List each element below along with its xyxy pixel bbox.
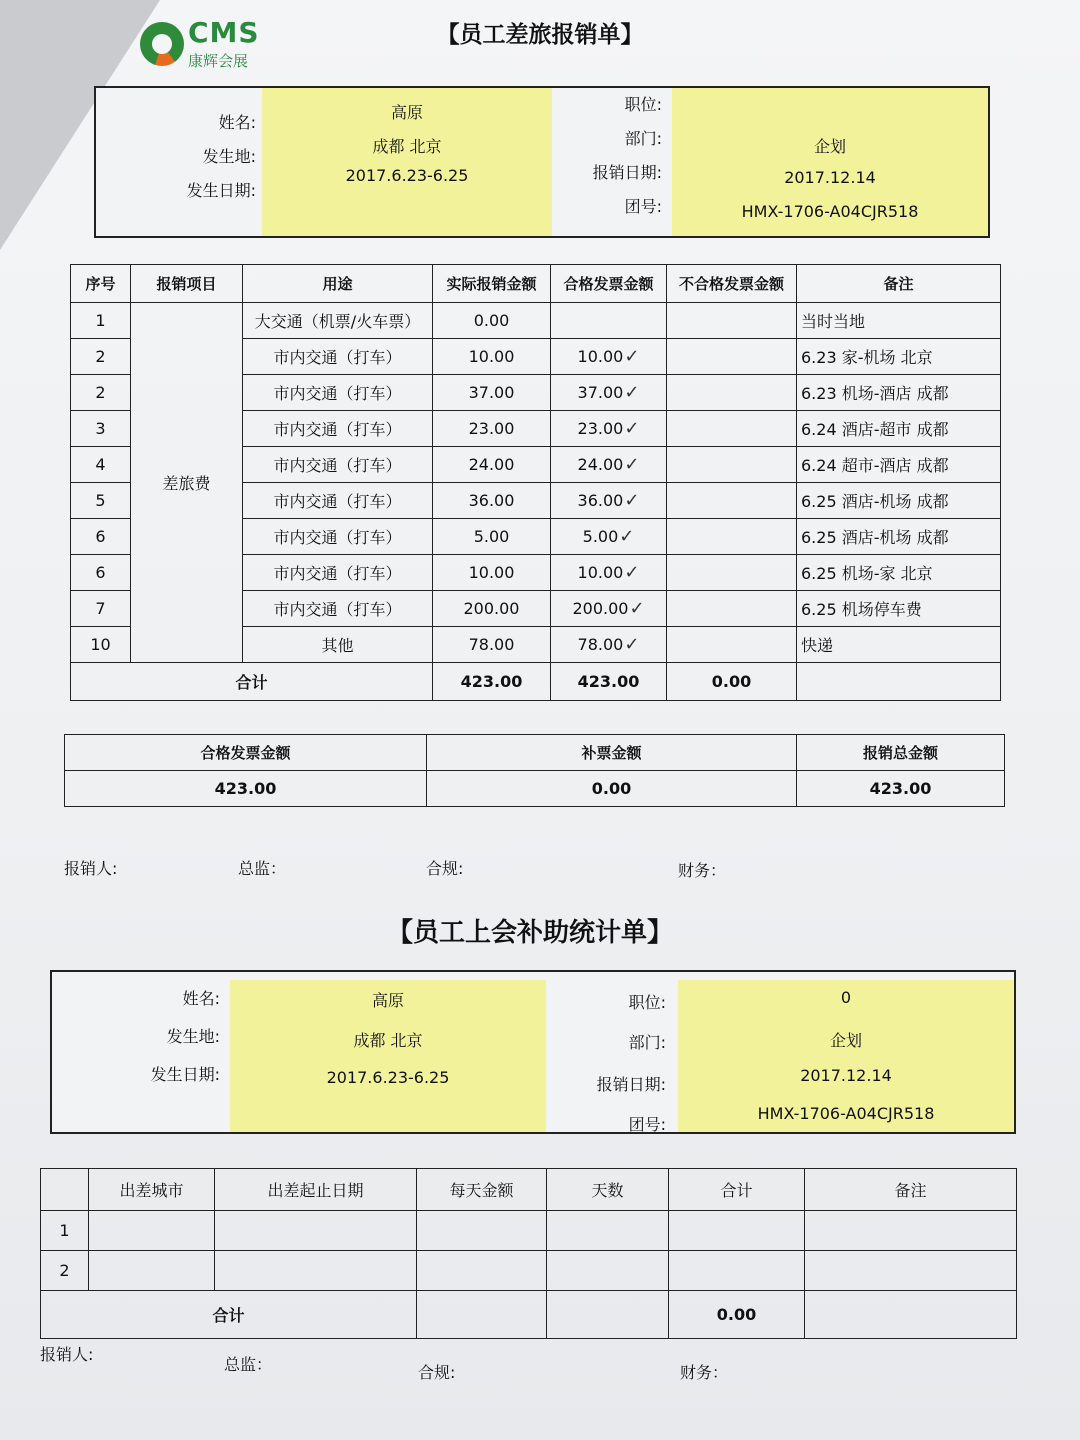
- row-no: 6: [71, 519, 131, 555]
- position-label: 职位:: [628, 993, 666, 1012]
- qualified-value: 5.00: [582, 527, 619, 546]
- row-note: 当时当地: [797, 303, 1001, 339]
- place-value: 成都 北京: [372, 137, 442, 156]
- row-note: 6.25 机场停车费: [797, 591, 1001, 627]
- row-note: 6.23 家-机场 北京: [797, 339, 1001, 375]
- qualified-value: 200.00: [572, 599, 629, 618]
- row-unqualified: [667, 591, 797, 627]
- header-city: 出差城市: [89, 1169, 215, 1211]
- row-qualified: [551, 591, 667, 627]
- allowance-header-row: [41, 1169, 1017, 1211]
- header-item: 报销项目: [131, 265, 243, 303]
- header-no: 序号: [71, 265, 131, 303]
- total-unqualified: 0.00: [667, 663, 797, 701]
- header-days: 天数: [547, 1169, 669, 1211]
- row-no: 7: [71, 591, 131, 627]
- row-note: 6.24 超市-酒店 成都: [797, 447, 1001, 483]
- group-label: 团号:: [624, 197, 662, 216]
- dept-value: 企划: [829, 1031, 862, 1050]
- allowance-total-row: [41, 1291, 1017, 1339]
- row-no: 1: [41, 1211, 89, 1251]
- row-purpose: 市内交通（打车）: [243, 339, 433, 375]
- place-label: 发生地:: [202, 147, 256, 166]
- logo-ring-icon: [140, 22, 184, 66]
- row-actual: 200.00: [433, 591, 551, 627]
- row-purpose: 市内交通（打车）: [243, 447, 433, 483]
- checkmark-icon: ✓: [624, 562, 640, 583]
- row-qualified: [551, 519, 667, 555]
- row-no: 3: [71, 411, 131, 447]
- row-purpose: 市内交通（打车）: [243, 375, 433, 411]
- row-city: [89, 1211, 215, 1251]
- place-label: 发生地:: [166, 1027, 220, 1046]
- header-qualified: 合格发票金额: [551, 265, 667, 303]
- date-value: 2017.6.23-6.25: [345, 166, 469, 185]
- logo-name: 康辉会展: [188, 52, 249, 70]
- summary-table: [64, 734, 1005, 807]
- row-no: 2: [71, 375, 131, 411]
- row-purpose: 市内交通（打车）: [243, 591, 433, 627]
- name-label: 姓名:: [182, 989, 220, 1008]
- row-no: 1: [71, 303, 131, 339]
- date-label: 发生日期:: [186, 181, 256, 200]
- row-actual: 36.00: [433, 483, 551, 519]
- expense-total-row: [71, 663, 1001, 701]
- row-purpose: 市内交通（打车）: [243, 519, 433, 555]
- summary-header-row: [65, 735, 1005, 771]
- total-daily: [417, 1291, 547, 1339]
- row-note: 6.23 机场-酒店 成都: [797, 375, 1001, 411]
- row-total: [669, 1251, 805, 1291]
- row-actual: 37.00: [433, 375, 551, 411]
- checkmark-icon: ✓: [624, 634, 640, 655]
- sig-compliance: 合规:: [426, 859, 464, 878]
- checkmark-icon: ✓: [624, 382, 640, 403]
- sig-director: 总监：: [238, 859, 287, 878]
- expense-table: [70, 264, 1001, 701]
- qualified-value: 36.00: [577, 491, 624, 510]
- sig-finance: 财务：: [680, 1363, 729, 1382]
- name-value: 高原: [390, 103, 423, 122]
- allowance-info-box: [50, 970, 1016, 1134]
- row-dates: [215, 1251, 417, 1291]
- name-value: 高原: [371, 991, 404, 1010]
- row-actual: 23.00: [433, 411, 551, 447]
- summary-qualified: 423.00: [65, 771, 427, 807]
- row-actual: 24.00: [433, 447, 551, 483]
- header-total: 合计: [669, 1169, 805, 1211]
- row-note: [805, 1251, 1017, 1291]
- summary-total: 423.00: [797, 771, 1005, 807]
- row-unqualified: [667, 375, 797, 411]
- row-dates: [215, 1211, 417, 1251]
- row-no: 5: [71, 483, 131, 519]
- dept-label: 部门:: [628, 1033, 666, 1052]
- summary-header-qualified: 合格发票金额: [65, 735, 427, 771]
- place-value: 成都 北京: [353, 1031, 423, 1050]
- allowance-title: 【员工上会补助统计单】: [386, 918, 673, 948]
- expense-header-row: [71, 265, 1001, 303]
- row-no: 4: [71, 447, 131, 483]
- row-qualified: [551, 627, 667, 663]
- report-date-label: 报销日期:: [596, 1075, 666, 1094]
- row-total: [669, 1211, 805, 1251]
- row-purpose: 市内交通（打车）: [243, 411, 433, 447]
- group-label: 团号:: [628, 1115, 666, 1134]
- row-actual: 10.00: [433, 339, 551, 375]
- company-logo: [140, 14, 280, 74]
- total-label: 合计: [71, 663, 433, 701]
- group-value: HMX-1706-A04CJR518: [757, 1104, 935, 1123]
- header-note: 备注: [805, 1169, 1017, 1211]
- row-note: 6.25 酒店-机场 成都: [797, 519, 1001, 555]
- date-label: 发生日期:: [150, 1065, 220, 1084]
- row-actual: 5.00: [433, 519, 551, 555]
- row-qualified: [551, 483, 667, 519]
- row-unqualified: [667, 483, 797, 519]
- dept-label: 部门:: [624, 129, 662, 148]
- row-unqualified: [667, 411, 797, 447]
- checkmark-icon: ✓: [624, 454, 640, 475]
- row-actual: 78.00: [433, 627, 551, 663]
- row-note: [805, 1211, 1017, 1251]
- reimbursement-info-box: [94, 86, 990, 238]
- total-qualified: 423.00: [551, 663, 667, 701]
- row-note: 6.25 酒店-机场 成都: [797, 483, 1001, 519]
- row-daily: [417, 1211, 547, 1251]
- header-purpose: 用途: [243, 265, 433, 303]
- row-qualified: [551, 411, 667, 447]
- row-purpose: 大交通（机票/火车票）: [243, 303, 433, 339]
- header-daily: 每天金额: [417, 1169, 547, 1211]
- row-days: [547, 1211, 669, 1251]
- total-note: [797, 663, 1001, 701]
- sig-finance: 财务：: [678, 861, 727, 880]
- row-purpose: 其他: [243, 627, 433, 663]
- checkmark-icon: ✓: [629, 598, 645, 619]
- row-no: 2: [71, 339, 131, 375]
- summary-supplement: 0.00: [427, 771, 797, 807]
- table-row: [41, 1211, 1017, 1251]
- total-actual: 423.00: [433, 663, 551, 701]
- group-value: HMX-1706-A04CJR518: [741, 202, 919, 221]
- row-no: 10: [71, 627, 131, 663]
- category-cell: 差旅费: [131, 303, 243, 663]
- report-date-value: 2017.12.14: [800, 1066, 892, 1085]
- row-note: 6.24 酒店-超市 成都: [797, 411, 1001, 447]
- row-purpose: 市内交通（打车）: [243, 555, 433, 591]
- checkmark-icon: ✓: [624, 346, 640, 367]
- header-note: 备注: [797, 265, 1001, 303]
- row-unqualified: [667, 303, 797, 339]
- row-qualified: [551, 375, 667, 411]
- report-date-value: 2017.12.14: [784, 168, 876, 187]
- sig-director: 总监：: [224, 1355, 273, 1374]
- header-no: [41, 1169, 89, 1211]
- qualified-value: 78.00: [577, 635, 624, 654]
- sig-applicant: 报销人:: [40, 1345, 94, 1364]
- row-no: 6: [71, 555, 131, 591]
- header-dates: 出差起止日期: [215, 1169, 417, 1211]
- row-city: [89, 1251, 215, 1291]
- position-value: 0: [840, 988, 852, 1007]
- row-no: 2: [41, 1251, 89, 1291]
- allowance-table: [40, 1168, 1017, 1339]
- row-daily: [417, 1251, 547, 1291]
- qualified-value: 10.00: [577, 563, 624, 582]
- report-date-label: 报销日期:: [592, 163, 662, 182]
- row-unqualified: [667, 555, 797, 591]
- position-label: 职位:: [624, 95, 662, 114]
- summary-header-total: 报销总金额: [797, 735, 1005, 771]
- row-actual: 10.00: [433, 555, 551, 591]
- total-days: [547, 1291, 669, 1339]
- name-label: 姓名:: [218, 113, 256, 132]
- row-qualified: [551, 339, 667, 375]
- date-value: 2017.6.23-6.25: [326, 1068, 450, 1087]
- table-row: [41, 1251, 1017, 1291]
- row-qualified: [551, 555, 667, 591]
- total-note: [805, 1291, 1017, 1339]
- row-qualified: [551, 447, 667, 483]
- qualified-value: 24.00: [577, 455, 624, 474]
- row-unqualified: [667, 519, 797, 555]
- row-note: 快递: [797, 627, 1001, 663]
- sig-compliance: 合规:: [418, 1363, 456, 1382]
- total-label: 合计: [41, 1291, 417, 1339]
- dept-value: 企划: [813, 137, 846, 156]
- sig-applicant: 报销人:: [64, 859, 118, 878]
- row-days: [547, 1251, 669, 1291]
- reimbursement-title: 【员工差旅报销单】: [436, 21, 644, 48]
- row-qualified: [551, 303, 667, 339]
- row-note: 6.25 机场-家 北京: [797, 555, 1001, 591]
- header-actual: 实际报销金额: [433, 265, 551, 303]
- row-unqualified: [667, 447, 797, 483]
- row-unqualified: [667, 627, 797, 663]
- qualified-value: 37.00: [577, 383, 624, 402]
- checkmark-icon: ✓: [624, 490, 640, 511]
- header-unqualified: 不合格发票金额: [667, 265, 797, 303]
- row-actual: 0.00: [433, 303, 551, 339]
- row-purpose: 市内交通（打车）: [243, 483, 433, 519]
- qualified-value: 23.00: [577, 419, 624, 438]
- summary-header-supplement: 补票金额: [427, 735, 797, 771]
- total-amount: 0.00: [669, 1291, 805, 1339]
- checkmark-icon: ✓: [619, 526, 635, 547]
- row-unqualified: [667, 339, 797, 375]
- qualified-value: 10.00: [577, 347, 624, 366]
- table-row: [71, 303, 1001, 339]
- summary-value-row: [65, 771, 1005, 807]
- checkmark-icon: ✓: [624, 418, 640, 439]
- logo-brand: CMS: [188, 16, 260, 49]
